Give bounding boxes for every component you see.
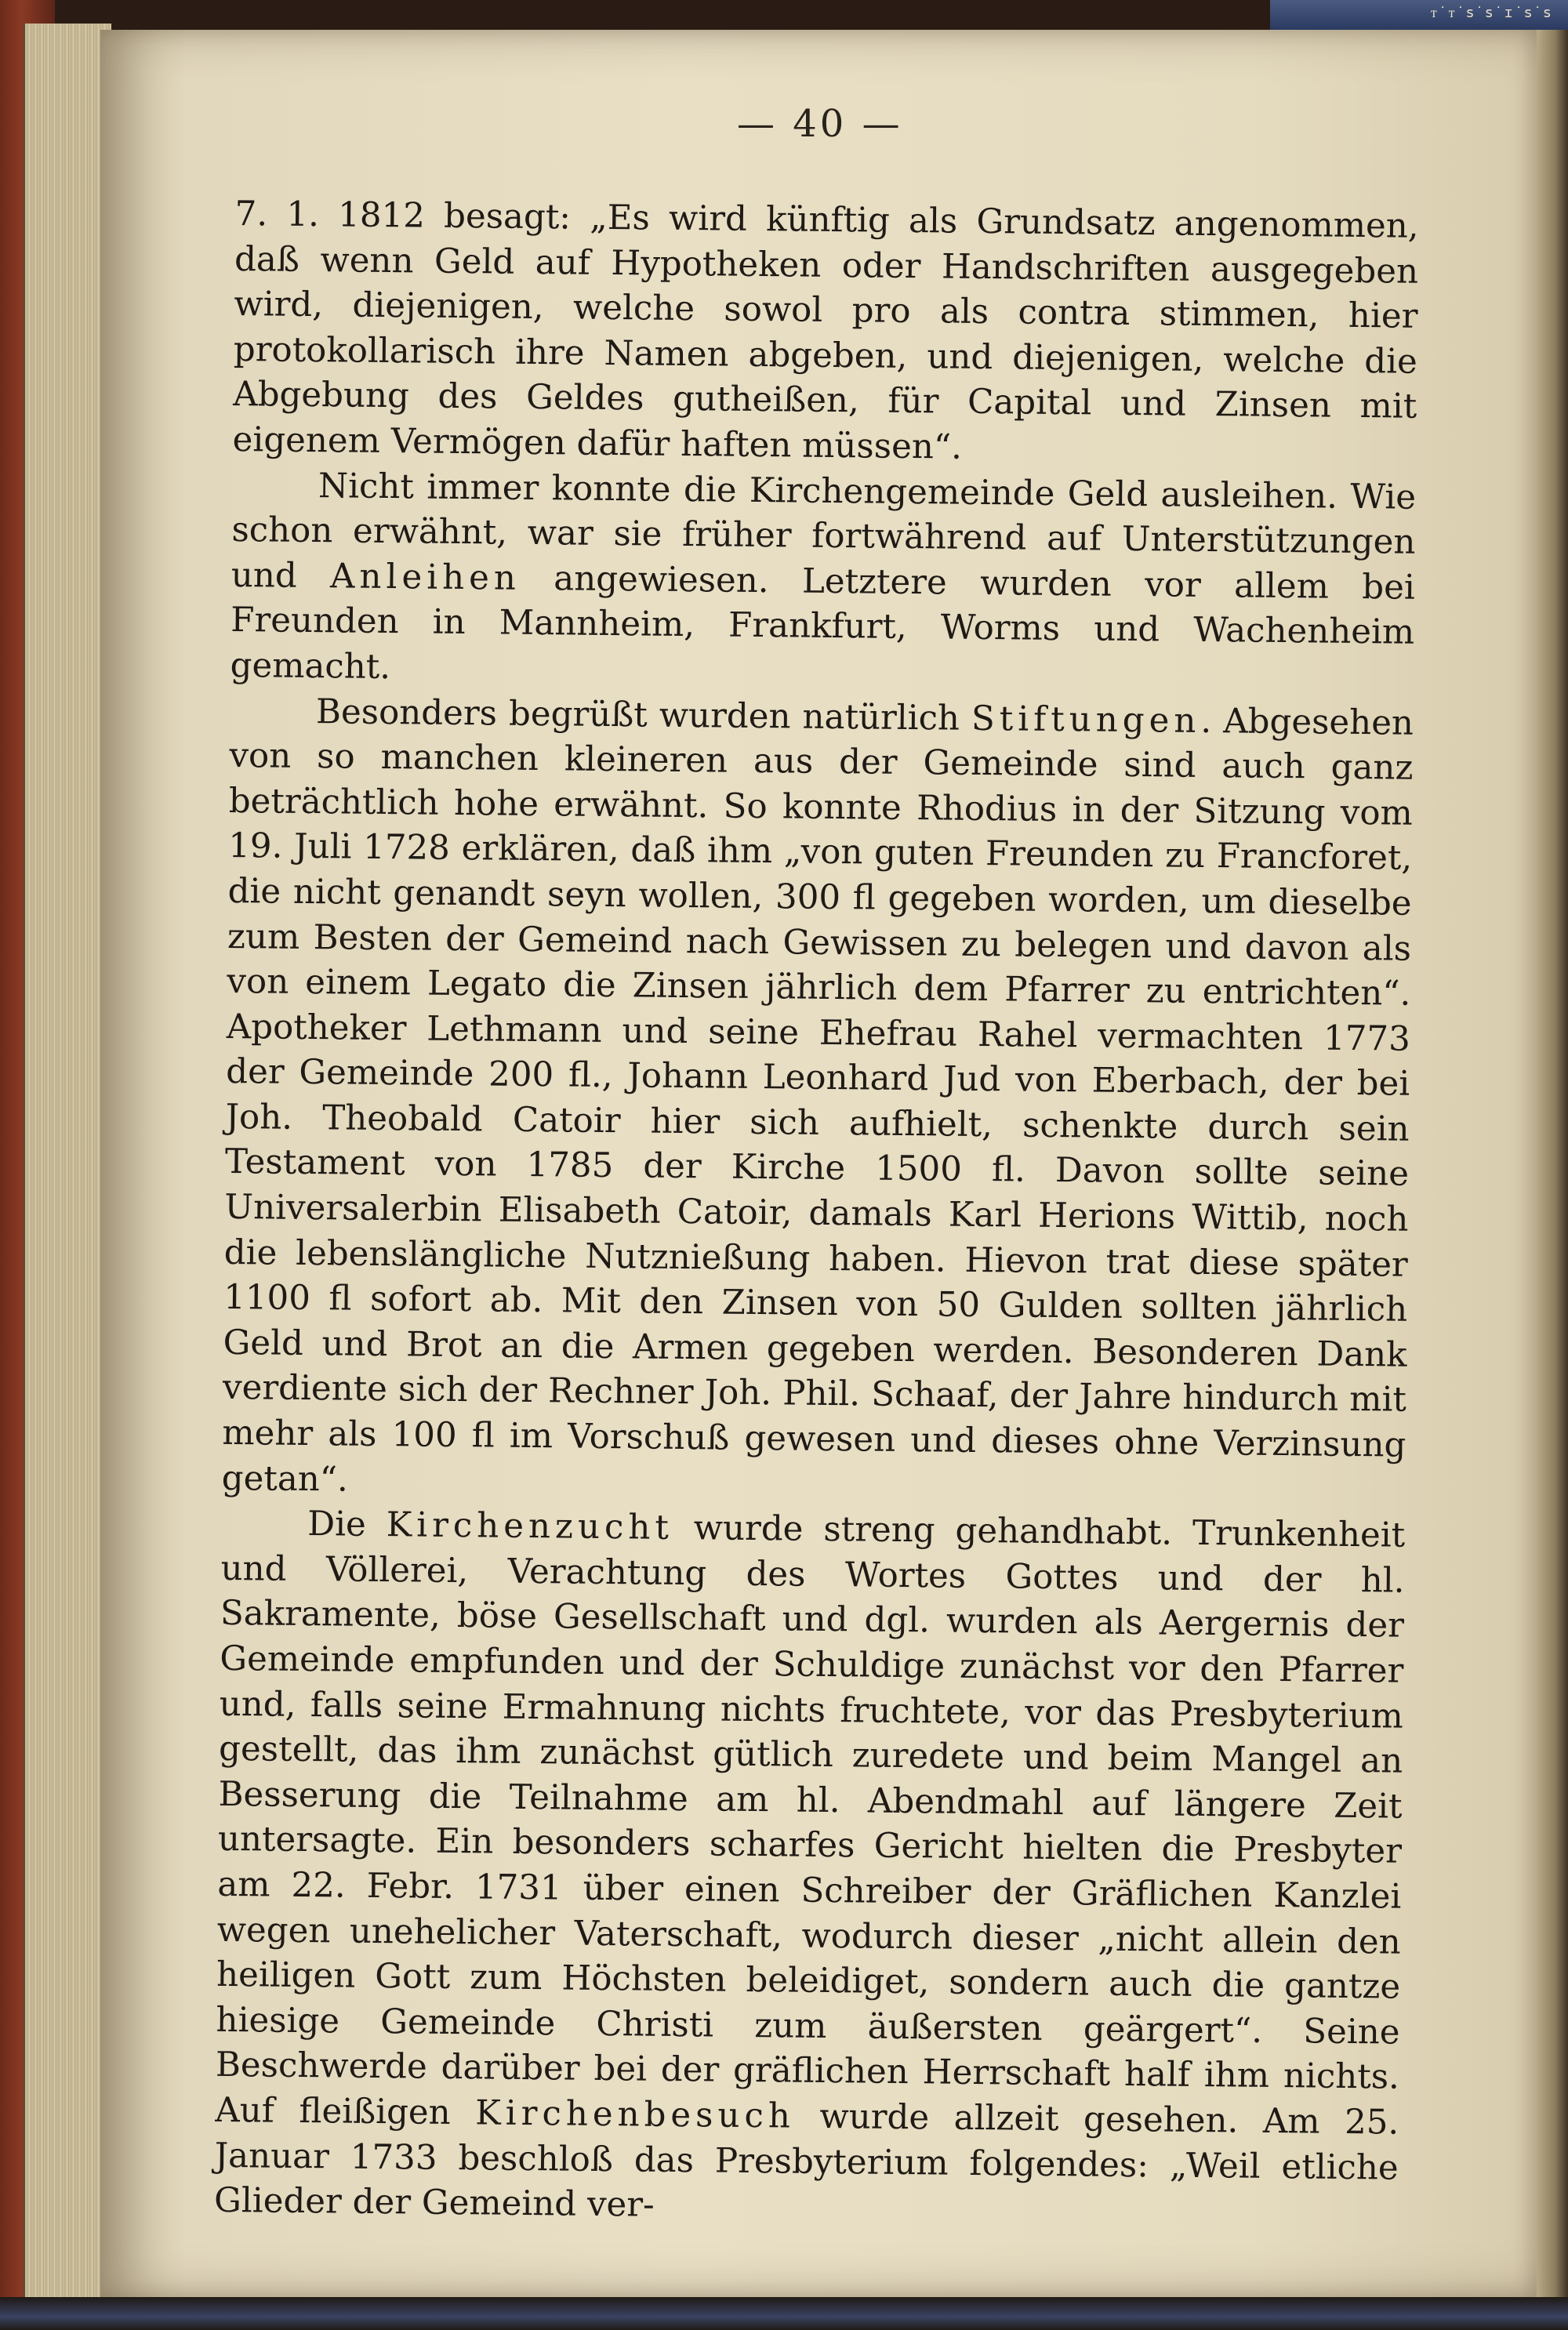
page-number: — 40 — (737, 102, 903, 146)
paragraph-text: wurde streng gehandhabt. Trunkenheit und Völlerei, Verachtung des Wortes Gottes und der hl. Sakramente, böse Gesellschaft und dgl. wurden als Aergernis der Gemeinde empfunden und der Schuldige zunächst vor den Pfarrer und, falls seine Ermahnung nichts fruchtete, vor das Presbyterium gestellt, das ihm zunächst gütlich zuredete und beim Mangel an Besserung die Teilnahme am hl. Abendmahl auf längere Zeit untersagte. Ein besonders scharfes Gericht hielten die Presbyter am 22. Febr. 1731 über einen Schreiber der Gräflichen Kanzlei wegen unehelicher Vaterschaft, wodurch dieser „nicht allein den heiligen Gott zum Höchsten beleidiget, sondern auch die gantze hiesige Gemeinde Christi zum äußersten geärgert“. Seine Beschwerde darüber bei der gräflichen Herrschaft half ihm nichts. Auf fleißigen (215, 1508, 1406, 2133)
paragraph-text: Besonders begrüßt wurden natürlich (315, 691, 972, 739)
paragraph-text: Die (307, 1504, 387, 1545)
paragraph-2 (230, 463, 1416, 702)
spaced-term-anleihen: Anleihen (329, 557, 521, 598)
top-color-strip (1270, 0, 1568, 30)
body-text (214, 192, 1419, 2236)
spaced-term-stiftungen: Stiftungen (971, 699, 1201, 741)
paragraph-text: wurde allzeit gesehen. Am 25. Januar 1733 beschloß das Presbyterium folgendes: „Weil etliche Glieder der Gemeind ver- (213, 2096, 1399, 2225)
top-strip-label: ᴛ˙ᴛ˙ꜱ˙ꜱ˙ɪ˙ꜱ˙ꜱ (1430, 5, 1552, 21)
paragraph-text: . Abgesehen von so manchen kleineren aus der Gemeinde sind auch ganz beträchtlich hohe erwähnt. So konnte Rhodius in der Sitzung vom 19. Juli 1728 erklären, daß ihm „von guten Freunden zu Francforet, die nicht genandt seyn wollen, 300 fl gegeben worden, um dieselbe zum Besten der Gemeind nach Gewissen zu belegen und davon als von einem Legato die Zinsen jährlich dem Pfarrer zu entrichten“. Apotheker Lethmann und seine Ehefrau Rahel vermachten 1773 der Gemeinde 200 fl., Johann Leonhard Jud von Eberbach, der bei Joh. Theobald Catoir hier sich aufhielt, schenkte durch sein Testament von 1785 der Kirche 1500 fl. Davon sollte seine Universalerbin Elisabeth Catoir, damals Karl Herions Wittib, noch die lebenslängliche Nutznießung haben. Hievon trat diese später 1100 fl sofort ab. Mit den Zinsen von 50 Gulden sollten jährlich Geld und Brot an die Armen gegeben werden. Besonderen Dank verdiente sich der Rechner Joh. Phil. Schaaf, der Jahre hindurch mit mehr als 100 fl im Vorschuß gewesen und dieses ohne Verzinsung getan“. (221, 701, 1414, 1500)
paragraph-text: angewiesen. Letztere wurden vor allem bei Freunden in Mannheim, Frankfurt, Worms und Wachenheim gemacht. (230, 558, 1416, 688)
bottom-color-strip (0, 2297, 1568, 2330)
page-edges (24, 24, 111, 2297)
paragraph-4 (214, 1501, 1406, 2236)
paragraph-3 (222, 688, 1414, 1513)
paragraph-1 (232, 192, 1419, 475)
paragraph-text: Nicht immer konnte die Kirchengemeinde Geld ausleihen. Wie schon erwähnt, war sie früher fortwährend auf Unterstützungen und (230, 466, 1417, 597)
spaced-term-kirchenbesuch: Kirchenbesuch (475, 2093, 796, 2136)
spaced-term-kirchenzucht: Kirchenzucht (386, 1505, 674, 1548)
page-right-edge (1537, 30, 1568, 2297)
paragraph-text: 7. 1. 1812 besagt: „Es wird künftig als Grundsatz angenommen, daß wenn Geld auf Hypotheken oder Handschriften ausgegeben wird, diejenigen, welche sowol pro als contra stimmen, hier protokollarisch ihre Namen abgeben, und diejenigen, welche die Abgebung des Geldes gutheißen, für Capital und Zinsen mit eigenem Vermögen dafür haften müssen“. (232, 194, 1419, 467)
